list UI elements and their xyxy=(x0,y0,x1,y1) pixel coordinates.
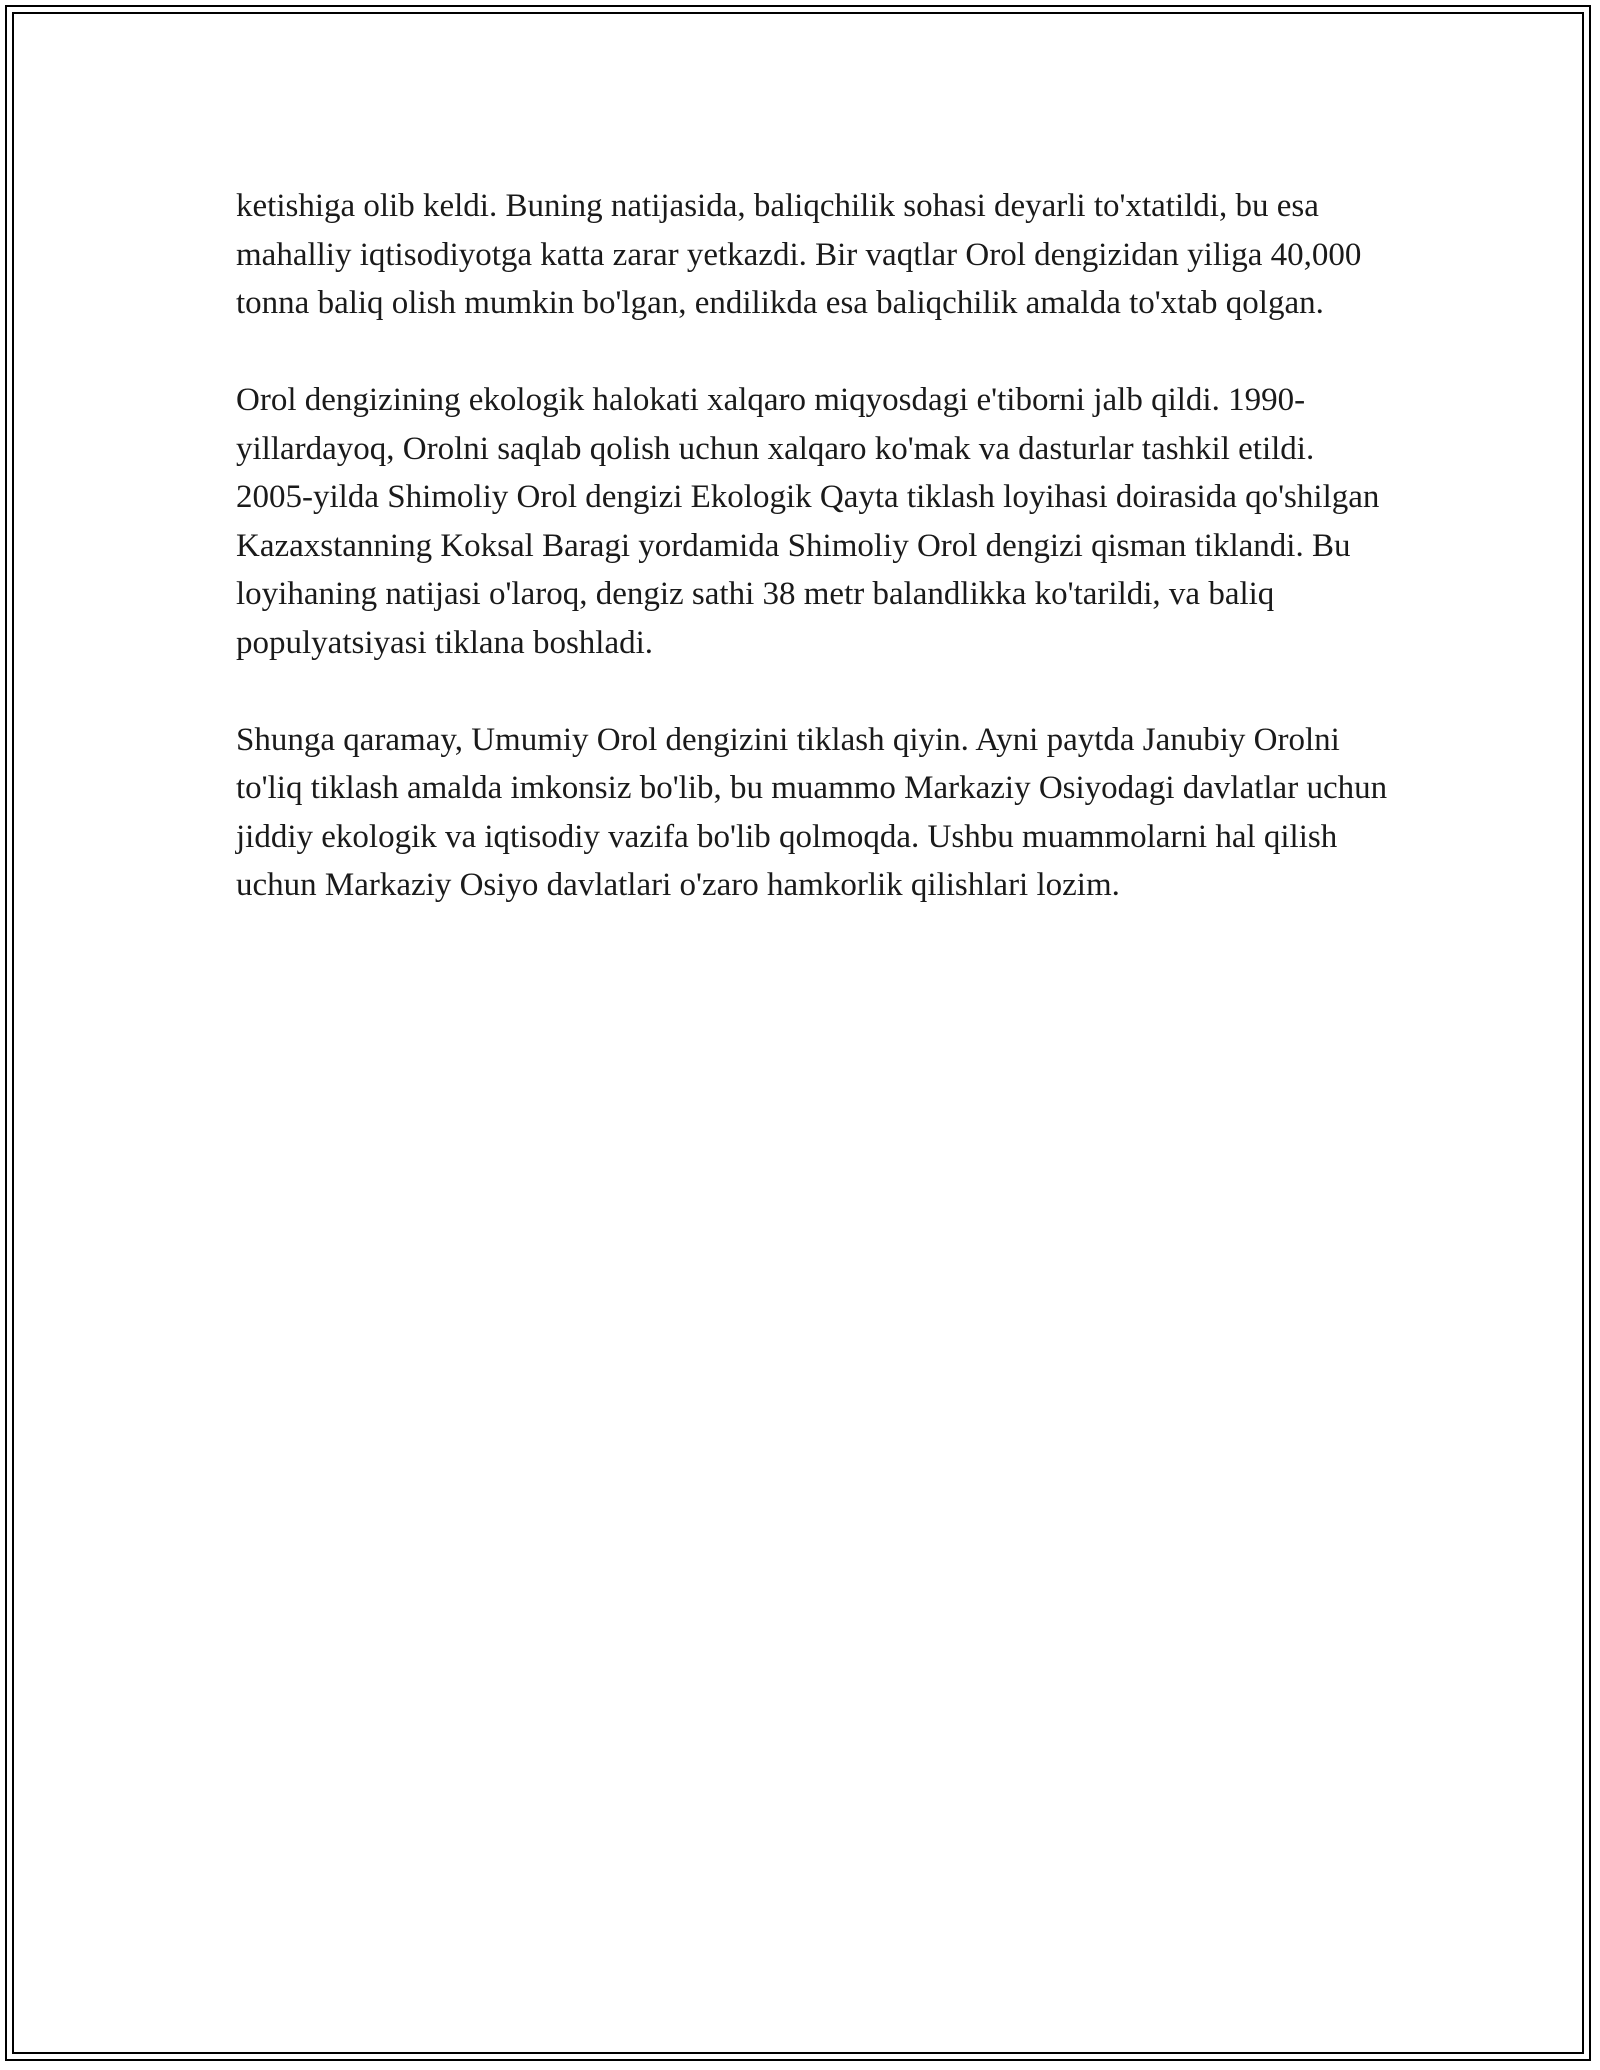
paragraph-1: ketishiga olib keldi. Buning natijasida, baliqchilik sohasi deyarli to'xtatildi, bu esa mahalliy iqtisodiyotga katta zarar yetkazdi. Bir vaqtlar Orol dengizidan yiliga 40,000 tonna baliq olish mumkin bo'lgan, endilikda esa baliqchilik amalda to'xtab qolgan. xyxy=(236,188,1362,321)
document-body xyxy=(236,182,1396,958)
paragraph-2: Orol dengizining ekologik halokati xalqaro miqyosdagi e'tiborni jalb qildi. 1990-yillardayoq, Orolni saqlab qolish uchun xalqaro ko'mak va dasturlar tashkil etildi. 2005-yilda Shimoliy Orol dengizi Ekologik Qayta tiklash loyihasi doirasida qo'shilgan Kazaxstanning Koksal Baragi yordamida Shimoliy Orol dengizi qisman tiklandi. Bu loyihaning natijasi o'laroq, dengiz sathi 38 metr balandlikka ko'tarildi, va baliq populyatsiyasi tiklana boshladi. xyxy=(236,382,1380,661)
paragraph-3: Shunga qaramay, Umumiy Orol dengizini tiklash qiyin. Ayni paytda Janubiy Orolni to'liq tiklash amalda imkonsiz bo'lib, bu muammo Markaziy Osiyodagi davlatlar uchun jiddiy ekologik va iqtisodiy vazifa bo'lib qolmoqda. Ushbu muammolarni hal qilish uchun Markaziy Osiyo davlatlari o'zaro hamkorlik qilishlari lozim. xyxy=(236,721,1388,903)
